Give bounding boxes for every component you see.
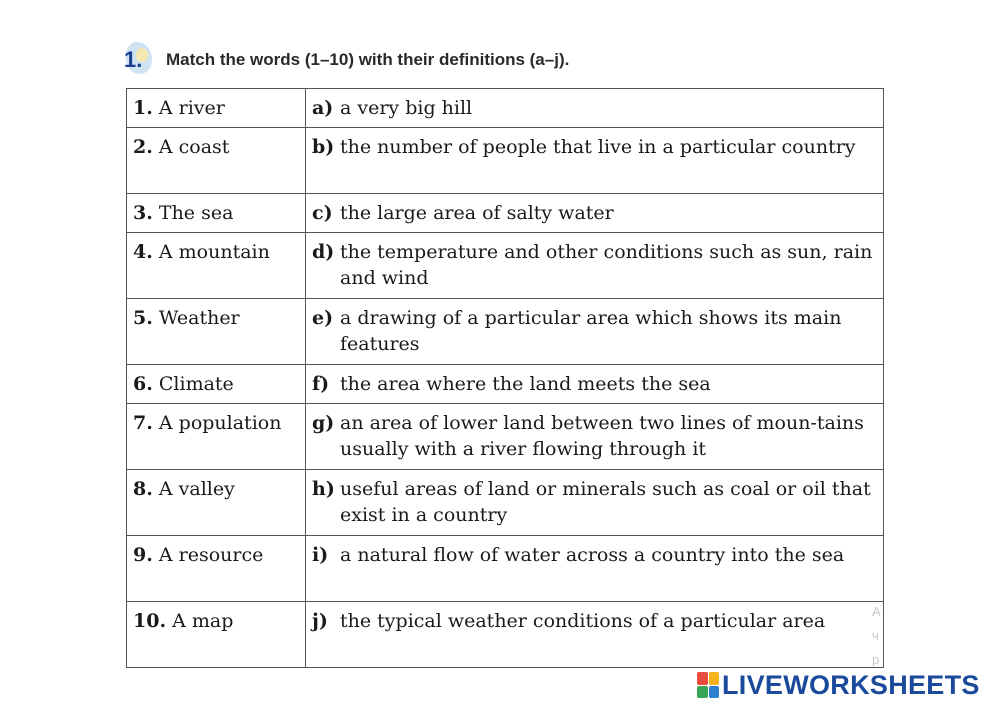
ghost-char: ч xyxy=(872,628,879,643)
matching-table xyxy=(126,88,884,668)
word-text: Weather xyxy=(158,307,240,329)
word-cell xyxy=(127,128,306,194)
definition-cell xyxy=(306,365,884,404)
word-number: 10. xyxy=(133,610,167,632)
side-ghost-text xyxy=(872,600,892,672)
definition-text: the area where the land meets the sea xyxy=(340,373,711,395)
table-row xyxy=(127,536,884,602)
word-number: 6. xyxy=(133,373,153,395)
word-cell xyxy=(127,602,306,668)
definition-text: the typical weather conditions of a particular area xyxy=(340,610,826,632)
definition-cell xyxy=(306,128,884,194)
definition-cell xyxy=(306,299,884,365)
definition-cell xyxy=(306,194,884,233)
definition-text: the temperature and other conditions such as sun, rain and wind xyxy=(340,241,873,289)
word-cell xyxy=(127,404,306,470)
exercise-instruction: Match the words (1–10) with their definitions (a–j). xyxy=(166,50,570,69)
definition-cell xyxy=(306,470,884,536)
logo-square xyxy=(697,686,708,699)
word-cell xyxy=(127,299,306,365)
table-row xyxy=(127,365,884,404)
logo-square xyxy=(697,672,708,685)
definition-letter: h) xyxy=(312,478,335,500)
definition-text: a drawing of a particular area which shows its main features xyxy=(340,307,842,355)
definition-cell xyxy=(306,404,884,470)
word-text: A mountain xyxy=(158,241,270,263)
word-number: 9. xyxy=(133,544,153,566)
word-number: 5. xyxy=(133,307,153,329)
word-text: The sea xyxy=(158,202,234,224)
definition-text: a very big hill xyxy=(340,97,473,119)
definition-cell xyxy=(306,233,884,299)
brand-text: LIVEWORKSHEETS xyxy=(722,669,980,700)
definition-letter: g) xyxy=(312,412,335,434)
word-text: A coast xyxy=(158,136,230,158)
definition-letter: i) xyxy=(312,544,329,566)
word-text: A resource xyxy=(158,544,264,566)
word-text: A population xyxy=(158,412,282,434)
word-number: 4. xyxy=(133,241,153,263)
table-row xyxy=(127,233,884,299)
word-number: 1. xyxy=(133,97,153,119)
definition-letter: b) xyxy=(312,136,335,158)
definition-text: a natural flow of water across a country into the sea xyxy=(340,544,845,566)
definition-text: useful areas of land or minerals such as coal or oil that exist in a country xyxy=(340,478,871,526)
word-number: 3. xyxy=(133,202,153,224)
table-row xyxy=(127,470,884,536)
logo-square xyxy=(709,672,720,685)
definition-letter: a) xyxy=(312,97,334,119)
table-row xyxy=(127,89,884,128)
word-cell xyxy=(127,194,306,233)
word-text: A map xyxy=(172,610,234,632)
table-row xyxy=(127,602,884,668)
word-text: Climate xyxy=(158,373,234,395)
word-number: 8. xyxy=(133,478,153,500)
word-cell xyxy=(127,470,306,536)
word-cell xyxy=(127,89,306,128)
exercise-number-badge xyxy=(122,40,162,80)
word-cell xyxy=(127,365,306,404)
word-number: 2. xyxy=(133,136,153,158)
definition-cell xyxy=(306,602,884,668)
table-row xyxy=(127,128,884,194)
definition-text: the large area of salty water xyxy=(340,202,614,224)
logo-square xyxy=(709,686,720,699)
word-text: A river xyxy=(158,97,225,119)
ghost-char: А xyxy=(872,604,881,619)
word-cell xyxy=(127,536,306,602)
liveworksheets-brand xyxy=(697,670,980,700)
table-row xyxy=(127,194,884,233)
liveworksheets-logo-icon xyxy=(697,672,719,698)
exercise-number: 1. xyxy=(124,47,143,72)
table-row xyxy=(127,299,884,365)
word-cell xyxy=(127,233,306,299)
definition-letter: d) xyxy=(312,241,335,263)
ghost-char: р xyxy=(872,652,880,667)
definition-letter: j) xyxy=(312,610,328,632)
word-number: 7. xyxy=(133,412,153,434)
word-text: A valley xyxy=(158,478,235,500)
table-row xyxy=(127,404,884,470)
definition-letter: e) xyxy=(312,307,334,329)
definition-cell xyxy=(306,89,884,128)
definition-letter: c) xyxy=(312,202,333,224)
definition-text: an area of lower land between two lines of moun-tains usually with a river flowing through it xyxy=(340,412,864,460)
definition-text: the number of people that live in a particular country xyxy=(340,136,856,158)
exercise-header xyxy=(122,40,569,80)
definition-letter: f) xyxy=(312,373,330,395)
definition-cell xyxy=(306,536,884,602)
